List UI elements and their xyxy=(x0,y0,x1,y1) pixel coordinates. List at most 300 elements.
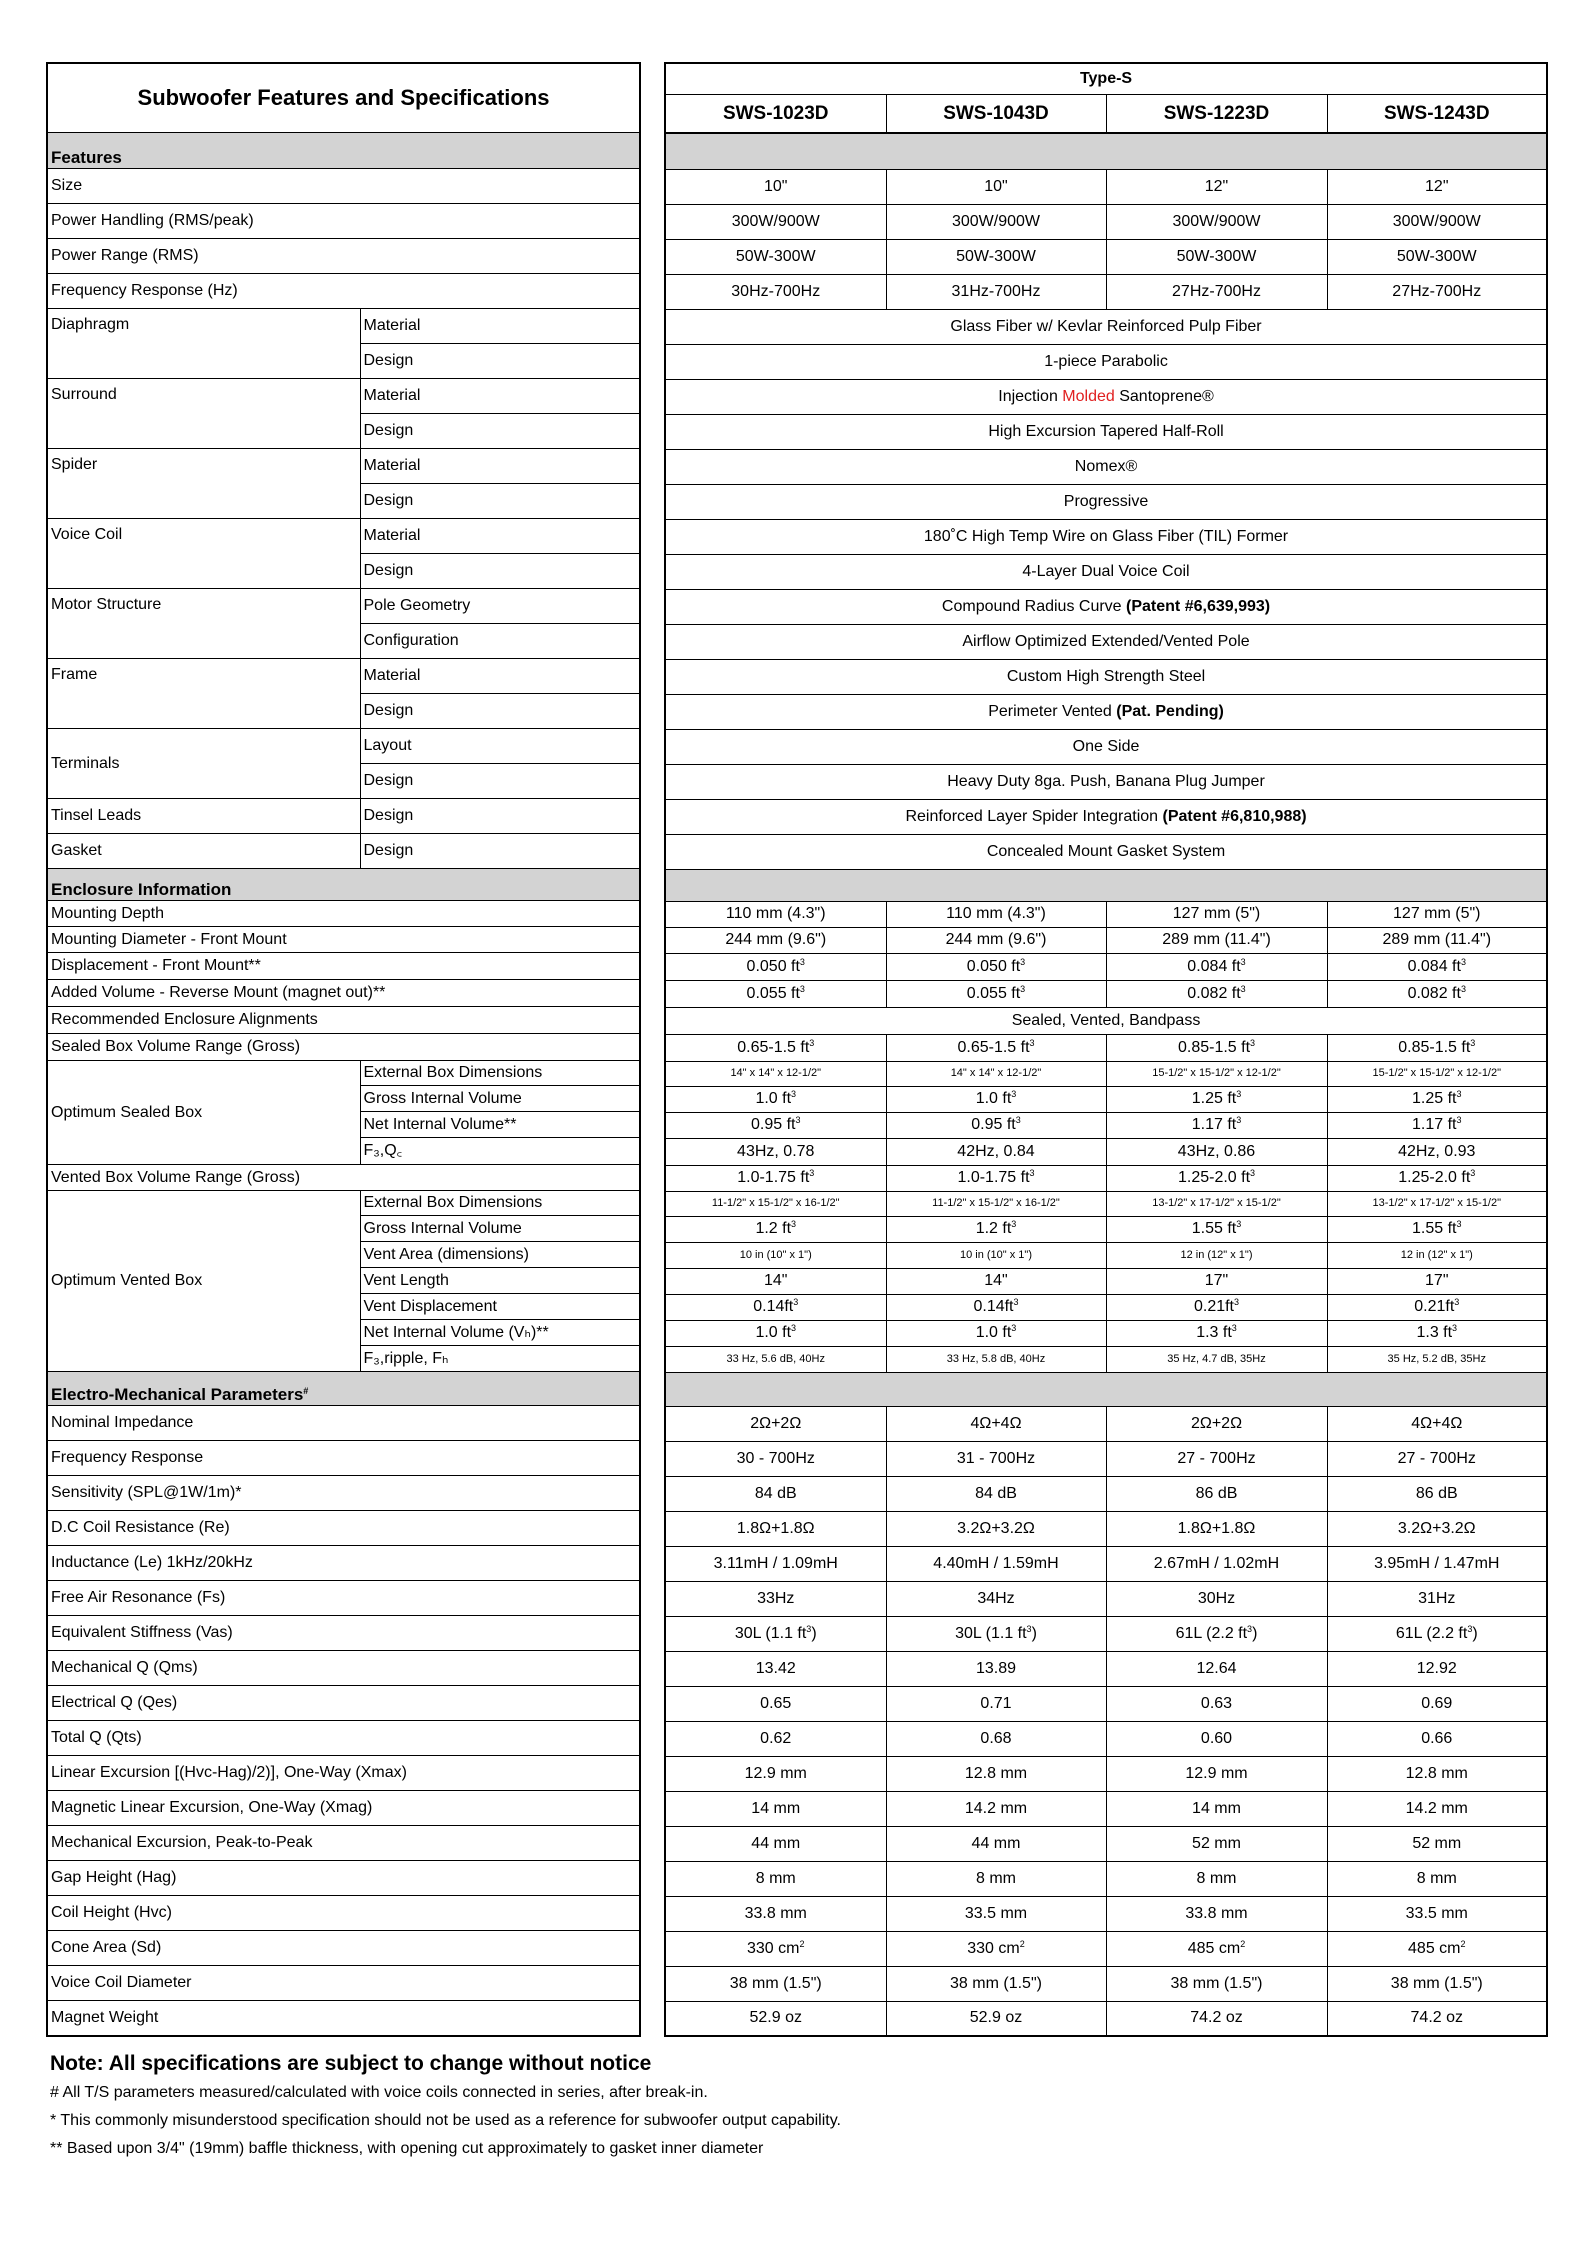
value-cell: 11-1/2" x 15-1/2" x 16-1/2" xyxy=(886,1191,1106,1216)
row-qes xyxy=(665,1686,1547,1721)
label-sealed-range: Sealed Box Volume Range (Gross) xyxy=(47,1034,640,1061)
label-added-volume: Added Volume - Reverse Mount (magnet out)** xyxy=(47,980,640,1007)
value-spider-design: Progressive xyxy=(665,484,1547,519)
value-cell: 27 - 700Hz xyxy=(1106,1441,1327,1476)
value-cell: 4Ω+4Ω xyxy=(1327,1406,1547,1441)
label-spider: Spider xyxy=(47,449,360,519)
value-cell: 33.8 mm xyxy=(1106,1896,1327,1931)
value-cell: 0.65-1.5 $ft^3$ xyxy=(886,1034,1106,1061)
value-cell: 31Hz xyxy=(1327,1581,1547,1616)
sublabel-design: Design xyxy=(360,484,640,519)
label-qms: Mechanical Q (Qms) xyxy=(47,1651,640,1686)
label-alignments: Recommended Enclosure Alignments xyxy=(47,1007,640,1034)
value-cell: 4Ω+4Ω xyxy=(886,1406,1106,1441)
row-xmag xyxy=(665,1791,1547,1826)
value-cell: 17" xyxy=(1106,1268,1327,1294)
label-mounting-depth: Mounting Depth xyxy=(47,901,640,927)
spec-values-table xyxy=(664,62,1548,2037)
label-power-range: Power Range (RMS) xyxy=(47,239,640,274)
label-optimum-vented: Optimum Vented Box xyxy=(47,1191,360,1372)
footnote-hash: # All T/S parameters measured/calculated with voice coils connected in series, after break-in. xyxy=(50,2084,708,2101)
value-cell: 2.67mH / 1.02mH xyxy=(1106,1546,1327,1581)
row-vent-length xyxy=(665,1268,1547,1294)
value-cell: 3.2Ω+3.2Ω xyxy=(886,1511,1106,1546)
value-pole-geometry: Compound Radius Curve (Patent #6,639,993) xyxy=(665,589,1547,624)
value-cell: 10 in (10" x 1") xyxy=(665,1242,886,1268)
value-cell: 0.055 $ft^3$ xyxy=(886,980,1106,1007)
value-cell: 43Hz, 0.86 xyxy=(1106,1138,1327,1165)
value-cell: 8 mm xyxy=(1327,1861,1547,1896)
label-surround: Surround xyxy=(47,379,360,449)
value-cell: 14" xyxy=(665,1268,886,1294)
sublabel-material: Material xyxy=(360,379,640,414)
value-cell: $0.14ft^3$ xyxy=(886,1294,1106,1320)
sublabel-external-dims: External Box Dimensions xyxy=(360,1191,640,1216)
value-cell: 12" xyxy=(1327,169,1547,204)
value-cell: 0.71 xyxy=(886,1686,1106,1721)
label-nominal-impedance: Nominal Impedance xyxy=(47,1406,640,1441)
value-cell: 4.40mH / 1.59mH xyxy=(886,1546,1106,1581)
row-power-range xyxy=(665,239,1547,274)
sublabel-design: Design xyxy=(360,834,640,869)
sublabel-net-volume: Net Internal Volume** xyxy=(360,1112,640,1138)
value-cell: 50W-300W xyxy=(1106,239,1327,274)
value-cell: 50W-300W xyxy=(1327,239,1547,274)
value-cell: 43Hz, 0.78 xyxy=(665,1138,886,1165)
value-cell: 31 - 700Hz xyxy=(886,1441,1106,1476)
value-cell: $0.21ft^3$ xyxy=(1106,1294,1327,1320)
row-added-volume xyxy=(665,980,1547,1007)
value-cell: 86 dB xyxy=(1106,1476,1327,1511)
value-cell: 14.2 mm xyxy=(1327,1791,1547,1826)
row-displacement xyxy=(665,953,1547,980)
value-cell: 52.9 oz xyxy=(886,2001,1106,2036)
value-cell: 33 Hz, 5.6 dB, 40Hz xyxy=(665,1346,886,1372)
row-dc-resistance xyxy=(665,1511,1547,1546)
sublabel-gross-volume: Gross Internal Volume xyxy=(360,1086,640,1112)
row-size xyxy=(665,169,1547,204)
label-gasket: Gasket xyxy=(47,834,360,869)
value-cell: 42Hz, 0.93 xyxy=(1327,1138,1547,1165)
value-cell: 13.89 xyxy=(886,1651,1106,1686)
row-mech-excursion xyxy=(665,1826,1547,1861)
value-voice-coil-material: 180˚C High Temp Wire on Glass Fiber (TIL) Former xyxy=(665,519,1547,554)
value-cell: 30L (1.1 $ft^3$) xyxy=(665,1616,886,1651)
value-cell: 84 dB xyxy=(886,1476,1106,1511)
sublabel-material: Material xyxy=(360,449,640,484)
value-cell: 1.3 $ft^3$ xyxy=(1327,1320,1547,1346)
footnote-star: * This commonly misunderstood specification should not be used as a reference for subwoofer output capability. xyxy=(50,2112,841,2129)
value-cell: 50W-300W xyxy=(665,239,886,274)
row-vented-f3 xyxy=(665,1346,1547,1372)
value-cell: 86 dB xyxy=(1327,1476,1547,1511)
sublabel-design: Design xyxy=(360,764,640,799)
value-cell: 27Hz-700Hz xyxy=(1327,274,1547,309)
value-cell: 0.65-1.5 $ft^3$ xyxy=(665,1034,886,1061)
sublabel-design: Design xyxy=(360,799,640,834)
value-cell: 1.25-2.0 $ft^3$ xyxy=(1327,1165,1547,1191)
value-cell: 74.2 oz xyxy=(1327,2001,1547,2036)
sublabel-material: Material xyxy=(360,519,640,554)
value-cell: 289 mm (11.4") xyxy=(1327,927,1547,953)
value-cell: 2Ω+2Ω xyxy=(1106,1406,1327,1441)
row-qms xyxy=(665,1651,1547,1686)
value-configuration: Airflow Optimized Extended/Vented Pole xyxy=(665,624,1547,659)
label-vas: Equivalent Stiffness (Vas) xyxy=(47,1616,640,1651)
row-sealed-ext-dims xyxy=(665,1061,1547,1086)
value-cell: 110 mm (4.3") xyxy=(886,901,1106,927)
value-cell: 10" xyxy=(665,169,886,204)
row-sd xyxy=(665,1931,1547,1966)
value-cell: 300W/900W xyxy=(886,204,1106,239)
label-xmax: Linear Excursion [(Hvc-Hag)/2)], One-Way (Xmax) xyxy=(47,1756,640,1791)
sublabel-gross-volume: Gross Internal Volume xyxy=(360,1216,640,1242)
value-cell: 31Hz-700Hz xyxy=(886,274,1106,309)
value-cell: 0.050 $ft^3$ xyxy=(886,953,1106,980)
row-vent-displacement xyxy=(665,1294,1547,1320)
value-cell: 12.64 xyxy=(1106,1651,1327,1686)
row-inductance xyxy=(665,1546,1547,1581)
sublabel-configuration: Configuration xyxy=(360,624,640,659)
value-cell: 12 in (12" x 1") xyxy=(1106,1242,1327,1268)
value-cell: 38 mm (1.5") xyxy=(1327,1966,1547,2001)
page-title: Subwoofer Features and Specifications xyxy=(47,63,640,133)
value-cell: 30L (1.1 $ft^3$) xyxy=(886,1616,1106,1651)
row-nominal-impedance xyxy=(665,1406,1547,1441)
sublabel-vent-length: Vent Length xyxy=(360,1268,640,1294)
value-cell: 52.9 oz xyxy=(665,2001,886,2036)
value-cell: 14 mm xyxy=(665,1791,886,1826)
value-cell: 1.0 $ft^3$ xyxy=(886,1320,1106,1346)
value-cell: 12 in (12" x 1") xyxy=(1327,1242,1547,1268)
value-cell: 33.5 mm xyxy=(1327,1896,1547,1931)
row-fs xyxy=(665,1581,1547,1616)
value-cell: 8 mm xyxy=(886,1861,1106,1896)
value-cell: 30Hz-700Hz xyxy=(665,274,886,309)
value-cell: 13-1/2" x 17-1/2" x 15-1/2" xyxy=(1327,1191,1547,1216)
label-vented-range: Vented Box Volume Range (Gross) xyxy=(47,1165,640,1191)
value-cell: 0.69 xyxy=(1327,1686,1547,1721)
value-cell: 35 Hz, 4.7 dB, 35Hz xyxy=(1106,1346,1327,1372)
value-cell: 42Hz, 0.84 xyxy=(886,1138,1106,1165)
row-vented-range xyxy=(665,1165,1547,1191)
value-cell: 8 mm xyxy=(1106,1861,1327,1896)
value-cell: 8 mm xyxy=(665,1861,886,1896)
value-cell: 0.62 xyxy=(665,1721,886,1756)
row-vented-ext-dims xyxy=(665,1191,1547,1216)
value-cell: 0.68 xyxy=(886,1721,1106,1756)
section-electro: Electro-Mechanical Parameters# xyxy=(47,1372,640,1406)
value-cell: 3.2Ω+3.2Ω xyxy=(1327,1511,1547,1546)
value-cell: 1.0 $ft^3$ xyxy=(886,1086,1106,1112)
value-cell: 300W/900W xyxy=(665,204,886,239)
model-header: SWS-1223D xyxy=(1106,95,1327,134)
value-cell: 14.2 mm xyxy=(886,1791,1106,1826)
row-hag xyxy=(665,1861,1547,1896)
value-cell: 0.084 $ft^3$ xyxy=(1106,953,1327,980)
value-cell: 35 Hz, 5.2 dB, 35Hz xyxy=(1327,1346,1547,1372)
value-cell: 1.8Ω+1.8Ω xyxy=(665,1511,886,1546)
highlight-molded: Molded xyxy=(1062,387,1115,405)
label-voice-coil: Voice Coil xyxy=(47,519,360,589)
value-cell: 10 in (10" x 1") xyxy=(886,1242,1106,1268)
value-diaphragm-material: Glass Fiber w/ Kevlar Reinforced Pulp Fiber xyxy=(665,309,1547,344)
value-cell: 300W/900W xyxy=(1327,204,1547,239)
value-cell: 1.25 $ft^3$ xyxy=(1106,1086,1327,1112)
value-cell: 289 mm (11.4") xyxy=(1106,927,1327,953)
value-cell: 0.85-1.5 $ft^3$ xyxy=(1327,1034,1547,1061)
value-cell: 485 $cm^2$ xyxy=(1106,1931,1327,1966)
value-cell: 12" xyxy=(1106,169,1327,204)
value-cell: 1.25 $ft^3$ xyxy=(1327,1086,1547,1112)
value-cell: 1.55 $ft^3$ xyxy=(1106,1216,1327,1242)
label-frame: Frame xyxy=(47,659,360,729)
value-cell: $0.14ft^3$ xyxy=(665,1294,886,1320)
sublabel-vent-area: Vent Area (dimensions) xyxy=(360,1242,640,1268)
row-vc-diameter xyxy=(665,1966,1547,2001)
row-qts xyxy=(665,1721,1547,1756)
value-cell: 0.66 xyxy=(1327,1721,1547,1756)
sublabel-vent-displacement: Vent Displacement xyxy=(360,1294,640,1320)
value-cell: 0.055 $ft^3$ xyxy=(665,980,886,1007)
value-surround-material: Injection Molded Santoprene® xyxy=(665,379,1547,414)
value-cell: 1.0 $ft^3$ xyxy=(665,1086,886,1112)
value-tinsel-design: Reinforced Layer Spider Integration (Patent #6,810,988) xyxy=(665,799,1547,834)
value-cell: 300W/900W xyxy=(1106,204,1327,239)
spec-labels-table xyxy=(46,62,641,2037)
value-cell: 13-1/2" x 17-1/2" x 15-1/2" xyxy=(1106,1191,1327,1216)
label-hag: Gap Height (Hag) xyxy=(47,1861,640,1896)
value-cell: 11-1/2" x 15-1/2" x 16-1/2" xyxy=(665,1191,886,1216)
value-cell: 14" xyxy=(886,1268,1106,1294)
label-hvc: Coil Height (Hvc) xyxy=(47,1896,640,1931)
label-vc-diameter: Voice Coil Diameter xyxy=(47,1966,640,2001)
value-cell: 0.084 $ft^3$ xyxy=(1327,953,1547,980)
value-cell: 244 mm (9.6") xyxy=(886,927,1106,953)
value-cell: 34Hz xyxy=(886,1581,1106,1616)
value-cell: 12.9 mm xyxy=(1106,1756,1327,1791)
sublabel-external-dims: External Box Dimensions xyxy=(360,1061,640,1086)
sublabel-net-volume: Net Internal Volume (Vₕ)** xyxy=(360,1320,640,1346)
row-power-handling xyxy=(665,204,1547,239)
value-cell: 61L (2.2 $ft^3$) xyxy=(1327,1616,1547,1651)
type-label: Type-S xyxy=(665,63,1547,95)
value-cell: 74.2 oz xyxy=(1106,2001,1327,2036)
value-cell: 15-1/2" x 15-1/2" x 12-1/2" xyxy=(1106,1061,1327,1086)
value-cell: 30 - 700Hz xyxy=(665,1441,886,1476)
sublabel-design: Design xyxy=(360,414,640,449)
value-frame-material: Custom High Strength Steel xyxy=(665,659,1547,694)
label-sd: Cone Area (Sd) xyxy=(47,1931,640,1966)
value-cell: 44 mm xyxy=(665,1826,886,1861)
value-cell: 14 mm xyxy=(1106,1791,1327,1826)
sublabel-design: Design xyxy=(360,344,640,379)
footnotes xyxy=(50,2052,1500,2168)
value-cell: 1.2 $ft^3$ xyxy=(665,1216,886,1242)
value-cell: 12.92 xyxy=(1327,1651,1547,1686)
value-cell: 1.3 $ft^3$ xyxy=(1106,1320,1327,1346)
value-cell: 0.63 xyxy=(1106,1686,1327,1721)
value-cell: 1.0 $ft^3$ xyxy=(665,1320,886,1346)
value-diaphragm-design: 1-piece Parabolic xyxy=(665,344,1547,379)
label-inductance: Inductance (Le) 1kHz/20kHz xyxy=(47,1546,640,1581)
value-terminals-design: Heavy Duty 8ga. Push, Banana Plug Jumper xyxy=(665,764,1547,799)
value-cell: 12.8 mm xyxy=(1327,1756,1547,1791)
label-xmag: Magnetic Linear Excursion, One-Way (Xmag) xyxy=(47,1791,640,1826)
value-cell: 17" xyxy=(1327,1268,1547,1294)
section-electro-band xyxy=(665,1372,1547,1406)
value-cell: 0.082 $ft^3$ xyxy=(1106,980,1327,1007)
label-power-handling: Power Handling (RMS/peak) xyxy=(47,204,640,239)
patent-pending: (Pat. Pending) xyxy=(1116,702,1224,720)
section-enclosure-band xyxy=(665,869,1547,901)
value-cell: 485 $cm^2$ xyxy=(1327,1931,1547,1966)
value-cell: 330 $cm^2$ xyxy=(665,1931,886,1966)
value-cell: 1.25-2.0 $ft^3$ xyxy=(1106,1165,1327,1191)
patent-number: (Patent #6,639,993) xyxy=(1126,597,1271,615)
row-frequency-response xyxy=(665,274,1547,309)
sublabel-design: Design xyxy=(360,694,640,729)
value-cell: 0.95 $ft^3$ xyxy=(886,1112,1106,1138)
value-cell: 38 mm (1.5") xyxy=(665,1966,886,2001)
note-disclaimer: Note: All specifications are subject to change without notice xyxy=(50,2052,652,2075)
row-vas xyxy=(665,1616,1547,1651)
value-cell: 44 mm xyxy=(886,1826,1106,1861)
value-cell: 12.9 mm xyxy=(665,1756,886,1791)
value-cell: 33 Hz, 5.8 dB, 40Hz xyxy=(886,1346,1106,1372)
label-sensitivity: Sensitivity (SPL@1W/1m)* xyxy=(47,1476,640,1511)
label-fs: Free Air Resonance (Fs) xyxy=(47,1581,640,1616)
label-qes: Electrical Q (Qes) xyxy=(47,1686,640,1721)
value-cell: 33Hz xyxy=(665,1581,886,1616)
sublabel-f3-ripple-fb: F₃,ripple, Fₕ xyxy=(360,1346,640,1372)
label-diaphragm: Diaphragm xyxy=(47,309,360,379)
value-cell: 52 mm xyxy=(1327,1826,1547,1861)
label-frequency-response: Frequency Response (Hz) xyxy=(47,274,640,309)
value-cell: 84 dB xyxy=(665,1476,886,1511)
value-surround-design: High Excursion Tapered Half-Roll xyxy=(665,414,1547,449)
value-cell: 1.17 $ft^3$ xyxy=(1327,1112,1547,1138)
value-cell: 27 - 700Hz xyxy=(1327,1441,1547,1476)
value-cell: $0.21ft^3$ xyxy=(1327,1294,1547,1320)
value-cell: 14" x 14" x 12-1/2" xyxy=(886,1061,1106,1086)
value-cell: 0.082 $ft^3$ xyxy=(1327,980,1547,1007)
label-qts: Total Q (Qts) xyxy=(47,1721,640,1756)
row-vented-net xyxy=(665,1320,1547,1346)
label-dc-resistance: D.C Coil Resistance (Re) xyxy=(47,1511,640,1546)
value-terminals-layout: One Side xyxy=(665,729,1547,764)
row-vented-gross xyxy=(665,1216,1547,1242)
value-cell: 1.17 $ft^3$ xyxy=(1106,1112,1327,1138)
section-enclosure: Enclosure Information xyxy=(47,869,640,901)
section-features: Features xyxy=(47,133,640,169)
value-cell: 14" x 14" x 12-1/2" xyxy=(665,1061,886,1086)
row-sealed-net xyxy=(665,1112,1547,1138)
row-sealed-gross xyxy=(665,1086,1547,1112)
value-cell: 50W-300W xyxy=(886,239,1106,274)
value-cell: 15-1/2" x 15-1/2" x 12-1/2" xyxy=(1327,1061,1547,1086)
label-size: Size xyxy=(47,169,640,204)
value-cell: 30Hz xyxy=(1106,1581,1327,1616)
sublabel-pole-geometry: Pole Geometry xyxy=(360,589,640,624)
row-xmax xyxy=(665,1756,1547,1791)
row-sealed-f3 xyxy=(665,1138,1547,1165)
value-alignments: Sealed, Vented, Bandpass xyxy=(665,1007,1547,1034)
row-hvc xyxy=(665,1896,1547,1931)
value-cell: 38 mm (1.5") xyxy=(886,1966,1106,2001)
value-cell: 38 mm (1.5") xyxy=(1106,1966,1327,2001)
value-cell: 127 mm (5") xyxy=(1106,901,1327,927)
value-cell: 52 mm xyxy=(1106,1826,1327,1861)
value-gasket-design: Concealed Mount Gasket System xyxy=(665,834,1547,869)
sublabel-material: Material xyxy=(360,309,640,344)
value-cell: 244 mm (9.6") xyxy=(665,927,886,953)
label-magnet-weight: Magnet Weight xyxy=(47,2001,640,2036)
value-voice-coil-design: 4-Layer Dual Voice Coil xyxy=(665,554,1547,589)
section-features-band xyxy=(665,133,1547,169)
value-cell: 61L (2.2 $ft^3$) xyxy=(1106,1616,1327,1651)
label-displacement: Displacement - Front Mount** xyxy=(47,953,640,980)
row-magnet-weight xyxy=(665,2001,1547,2036)
value-cell: 2Ω+2Ω xyxy=(665,1406,886,1441)
sublabel-design: Design xyxy=(360,554,640,589)
value-cell: 0.050 $ft^3$ xyxy=(665,953,886,980)
value-cell: 0.60 xyxy=(1106,1721,1327,1756)
value-cell: 127 mm (5") xyxy=(1327,901,1547,927)
label-mounting-diameter: Mounting Diameter - Front Mount xyxy=(47,927,640,953)
model-header: SWS-1023D xyxy=(665,95,886,134)
row-vent-area xyxy=(665,1242,1547,1268)
value-cell: 27Hz-700Hz xyxy=(1106,274,1327,309)
value-spider-material: Nomex® xyxy=(665,449,1547,484)
label-tinsel-leads: Tinsel Leads xyxy=(47,799,360,834)
row-frequency-response xyxy=(665,1441,1547,1476)
value-cell: 1.0-1.75 $ft^3$ xyxy=(665,1165,886,1191)
label-motor-structure: Motor Structure xyxy=(47,589,360,659)
value-cell: 33.8 mm xyxy=(665,1896,886,1931)
row-sealed-range xyxy=(665,1034,1547,1061)
sublabel-material: Material xyxy=(360,659,640,694)
value-cell: 1.0-1.75 $ft^3$ xyxy=(886,1165,1106,1191)
patent-number: (Patent #6,810,988) xyxy=(1162,807,1307,825)
label-mech-excursion: Mechanical Excursion, Peak-to-Peak xyxy=(47,1826,640,1861)
value-frame-design: Perimeter Vented (Pat. Pending) xyxy=(665,694,1547,729)
value-cell: 13.42 xyxy=(665,1651,886,1686)
value-cell: 3.11mH / 1.09mH xyxy=(665,1546,886,1581)
value-cell: 110 mm (4.3") xyxy=(665,901,886,927)
label-frequency-response: Frequency Response xyxy=(47,1441,640,1476)
value-cell: 330 $cm^2$ xyxy=(886,1931,1106,1966)
row-mounting-depth xyxy=(665,901,1547,927)
label-optimum-sealed: Optimum Sealed Box xyxy=(47,1061,360,1165)
value-cell: 33.5 mm xyxy=(886,1896,1106,1931)
value-cell: 12.8 mm xyxy=(886,1756,1106,1791)
value-cell: 0.85-1.5 $ft^3$ xyxy=(1106,1034,1327,1061)
sublabel-layout: Layout xyxy=(360,729,640,764)
footnote-double-star: ** Based upon 3/4" (19mm) baffle thickness, with opening cut approximately to gasket inner diameter xyxy=(50,2140,764,2157)
value-cell: 0.95 $ft^3$ xyxy=(665,1112,886,1138)
sublabel-f3-qtc: F₃,Q꜀ xyxy=(360,1138,640,1165)
value-cell: 10" xyxy=(886,169,1106,204)
value-cell: 1.2 $ft^3$ xyxy=(886,1216,1106,1242)
row-mounting-diameter xyxy=(665,927,1547,953)
model-header: SWS-1243D xyxy=(1327,95,1547,134)
value-cell: 1.8Ω+1.8Ω xyxy=(1106,1511,1327,1546)
value-cell: 3.95mH / 1.47mH xyxy=(1327,1546,1547,1581)
label-terminals: Terminals xyxy=(47,729,360,799)
value-cell: 1.55 $ft^3$ xyxy=(1327,1216,1547,1242)
model-header: SWS-1043D xyxy=(886,95,1106,134)
